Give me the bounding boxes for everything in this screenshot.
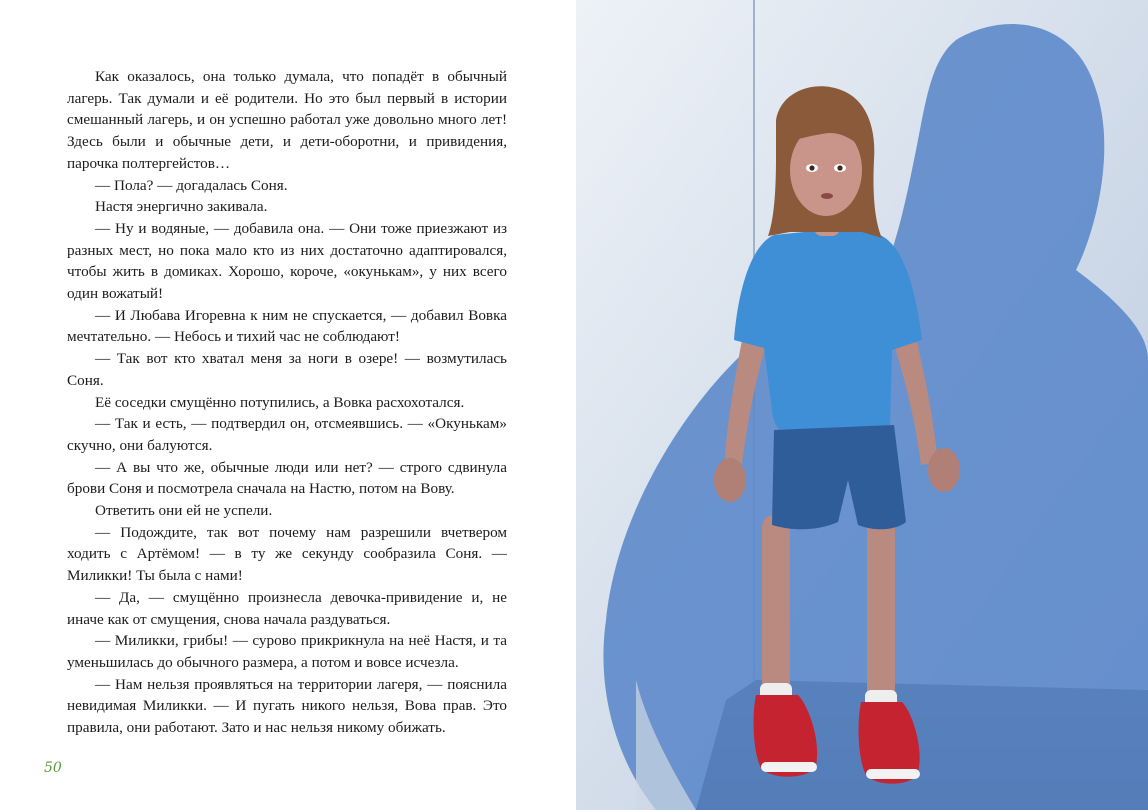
left-hand: [714, 458, 746, 502]
illustration: [576, 0, 1148, 810]
paragraph: — А вы что же, обычные люди или нет? — строго сдвинула брови Соня и посмотрела сначала на Настю, потом на Вову.: [67, 458, 507, 498]
paragraph: — И Любава Игоревна к ним не спускается, — добавил Вовка мечтательно. — Небось и тихий час не соблюдают!: [67, 306, 507, 346]
left-leg: [762, 515, 790, 700]
paragraph: Её соседки смущённо потупились, а Вовка расхохотался.: [95, 393, 465, 411]
paragraph: Ответить они ей не успели.: [95, 502, 273, 520]
illustration-artwork: [576, 0, 1148, 810]
paragraph: — Так вот кто хватал меня за ноги в озере! — возмутилась Соня.: [67, 350, 507, 389]
shorts: [772, 425, 906, 529]
paragraph: — Ну и водяные, — добавила она. — Они тоже приезжают из разных мест, но пока мало кто из них достаточно адаптировался, чтобы жить в домиках. Хорошо, короче, «окунькам», у них всего один вожатый!: [67, 219, 507, 303]
paragraph: — Так и есть, — подтвердил он, отсмеявшись. — «Окунькам» скучно, они балуются.: [67, 415, 507, 454]
paragraph: — Пола? — догадалась Соня.: [95, 176, 288, 194]
right-hand: [928, 448, 960, 492]
paragraph: — Да, — смущённо произнесла девочка-привидение и, не иначе как от смущения, снова начала раздуваться.: [67, 588, 507, 628]
page-number: 50: [44, 760, 62, 776]
body-text: [67, 66, 507, 739]
mouth: [821, 193, 833, 199]
paragraph: — Миликки, грибы! — сурово прикрикнула на неё Настя, и та уменьшилась до обычного размера, а потом и вовсе исчезла.: [67, 632, 507, 671]
paragraph: — Подождите, так вот почему нам разрешили вчетвером ходить с Артёмом! — в ту же секунду сообразила Соня. — Миликки! Ты была с нами!: [67, 523, 507, 585]
paragraph: — Нам нельзя проявляться на территории лагеря, — пояснила невидимая Миликки. — И пугать никого нельзя, Вова прав. Это правила, они работают. Зато и нас нельзя никому обижать.: [67, 675, 507, 737]
paragraph: Настя энергично закивала.: [95, 198, 268, 216]
paragraph: Как оказалось, она только думала, что попадёт в обычный лагерь. Так думали и её родители. Но это был первый в истории смешанный лагерь, и он успешно работал уже довольно много лет! Здесь были и обычные дети, и дети-оборотни, и привидения, парочка полтергейстов…: [67, 68, 507, 172]
right-leg: [867, 515, 895, 705]
